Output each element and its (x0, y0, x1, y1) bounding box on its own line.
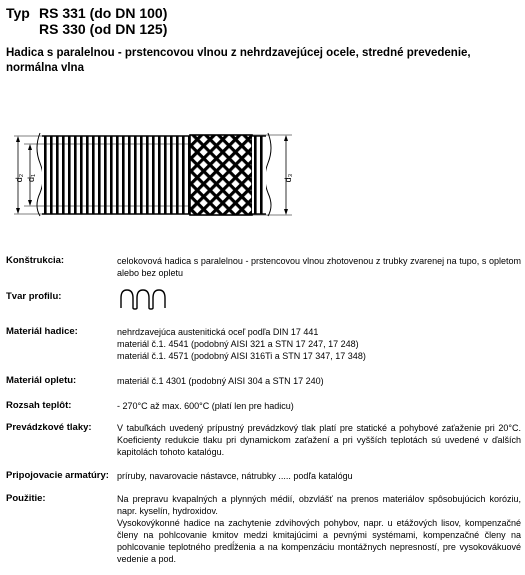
type-prefix: Typ (6, 5, 30, 21)
material-line: materiál č.1. 4571 (podobný AISI 316Ti a STN 17 347, 17 348) (117, 351, 366, 361)
spec-value: celokovová hadica s paralelnou - prstencovou vlnou zhotovenou z trubky zvarenej na tupo, s opletom alebo bez opletu (117, 256, 521, 278)
material-line: materiál č.1. 4541 (podobný AISI 321 a STN 17 247, 17 248) (117, 339, 359, 349)
page-header (6, 5, 167, 37)
material-line: nehrdzavejúca austenitická oceľ podľa DIN 17 441 (117, 327, 319, 337)
spec-label: Pripojovacie armatúry: (6, 470, 109, 481)
dim-d1-label: d₁ (26, 173, 36, 183)
spec-label: Tvar profilu: (6, 291, 62, 302)
spec-label: Materiál opletu: (6, 375, 77, 386)
corrugation (42, 136, 190, 214)
hose-drawing (0, 118, 525, 230)
spec-value (117, 326, 521, 362)
dim-d3-label: d₃ (283, 173, 293, 183)
type-line-2: RS 330 (od DN 125) (39, 21, 168, 37)
spec-value: príruby, navarovacie nástavce, nátrubky ..... podľa katalógu (117, 471, 353, 481)
usage-paragraph: Vysokovýkonné hadice na zachytenie zdvihových pohybov, napr. u etážových lisov, kompenzačné členy na pohlcovanie kmitov medzi kmitajúcimi a pevnými systémami, kompenzačné členy na pohlcovanie teplotného predĺženia a na kompenzáciu montážnych nepresností, pre vysokovákuové vedenie a pod. (117, 518, 521, 564)
spec-label: Použitie: (6, 493, 46, 504)
spec-label: Materiál hadice: (6, 326, 78, 337)
spec-value: V tabuľkách uvedený prípustný prevádzkový tlak platí pre statické a pohybové zaťaženie pri 20°C. Koeficienty redukcie tlaku pri dynamickom zaťažení a pri vyšších teplotách sú uvedené v ďalších kapitolách tohoto katalógu. (117, 423, 521, 457)
spec-value: materiál č.1 4301 (podobný AISI 304 a STN 17 240) (117, 376, 324, 386)
spec-value (117, 493, 521, 565)
spec-label: Prevádzkové tlaky: (6, 422, 92, 433)
subtitle: Hadica s paralelnou - prstencovou vlnou z nehrdzavejúcej ocele, stredné prevedenie, normálna vlna (6, 47, 471, 74)
dim-d2-label: d₂ (14, 173, 24, 183)
type-line-1: RS 331 (do DN 100) (39, 5, 168, 21)
braid-section (190, 135, 252, 215)
spec-label: Rozsah teplôt: (6, 400, 72, 411)
wave-profile-icon (119, 288, 167, 310)
spec-label: Konštrukcia: (6, 255, 65, 266)
usage-paragraph: Na prepravu kvapalných a plynných médií, obzvlášť na prenos materiálov spôsobujúcich koróziu, napr. kyselín, hydroxidov. (117, 494, 521, 516)
spec-value: - 270°C až max. 600°C (platí len pre hadicu) (117, 401, 294, 411)
